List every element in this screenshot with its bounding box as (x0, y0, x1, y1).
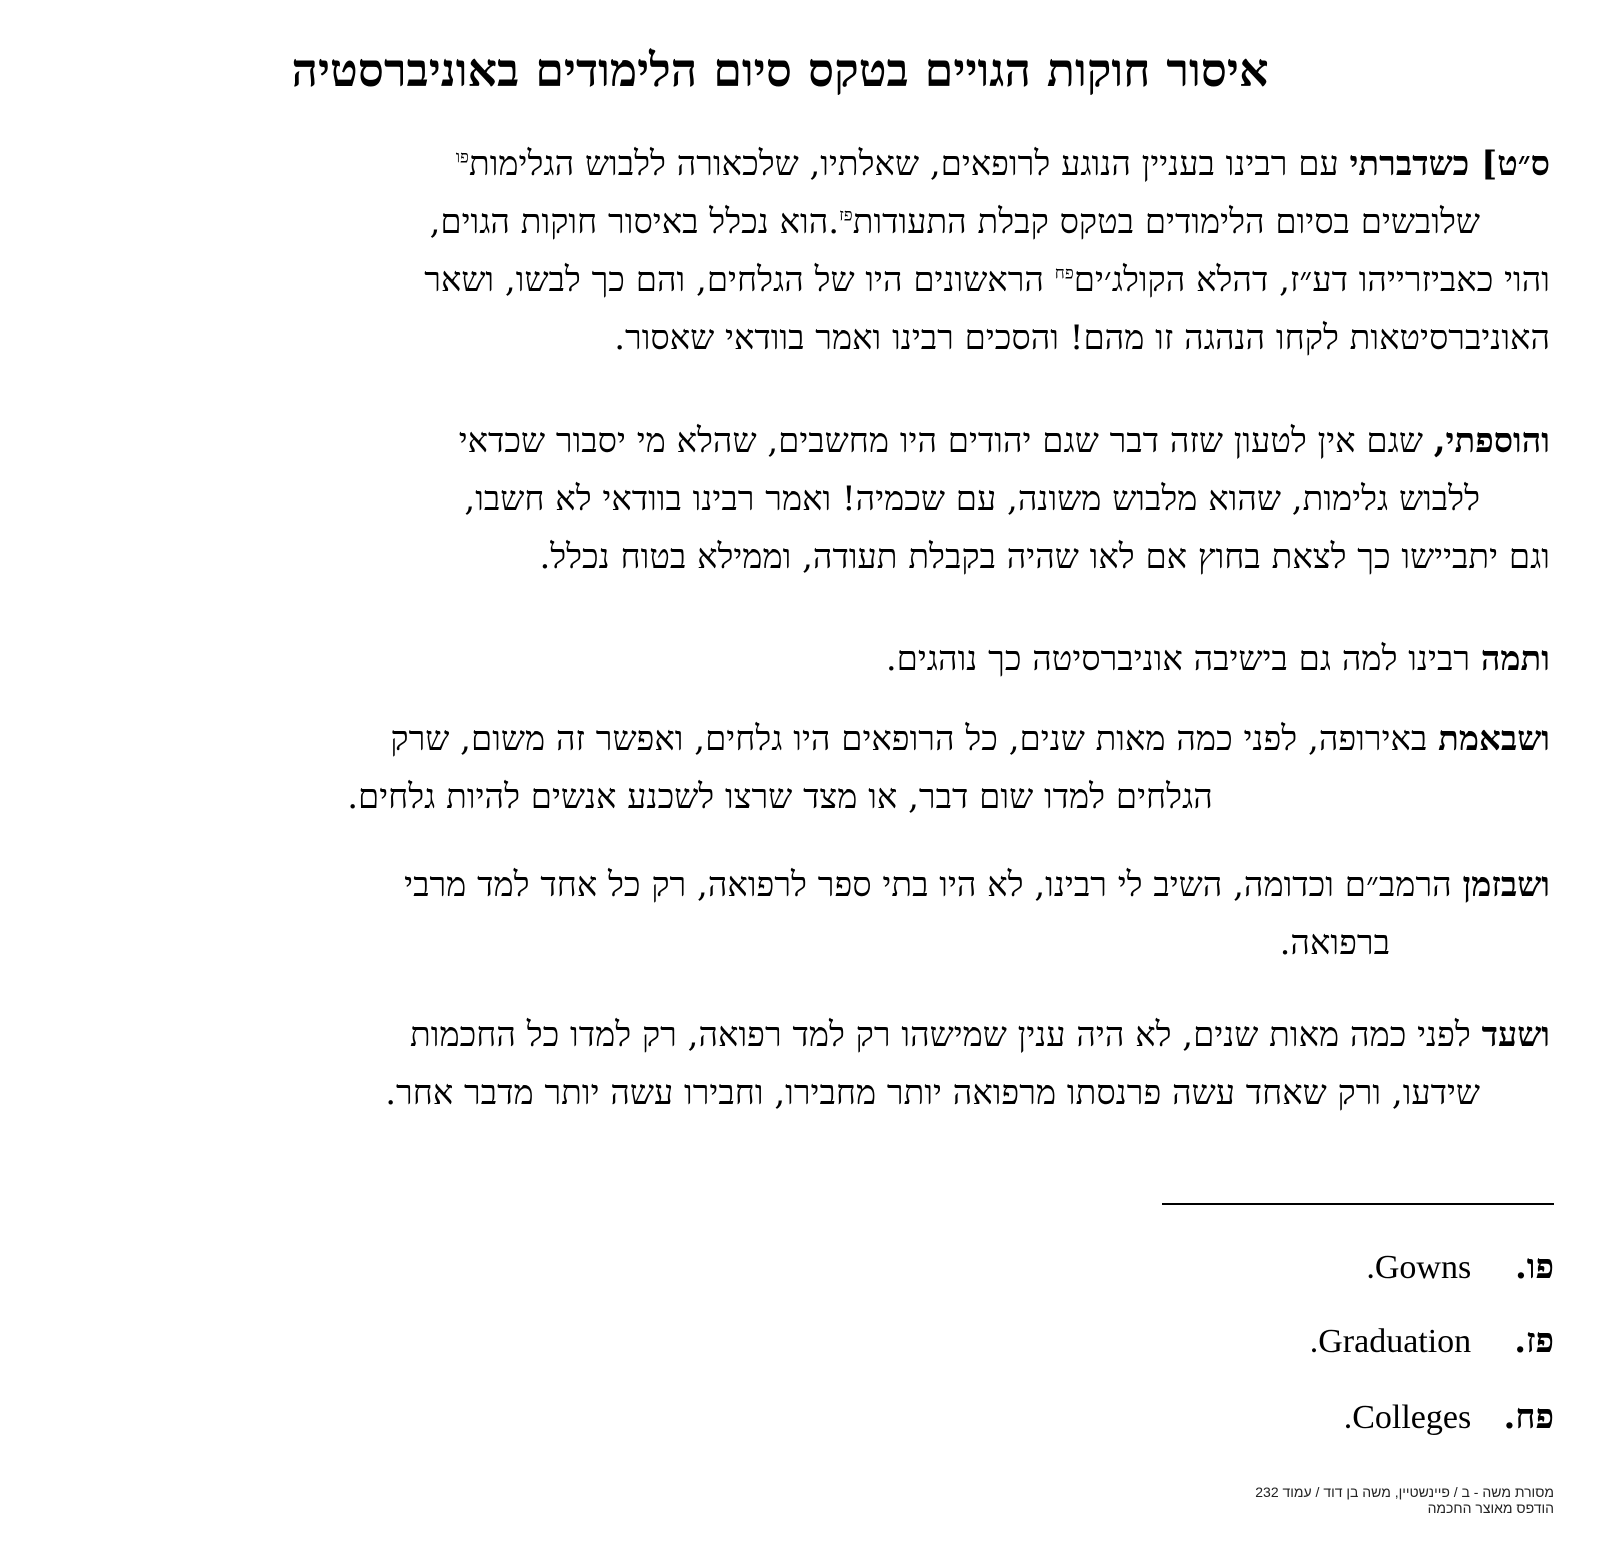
footnote-ref[interactable]: פז (839, 205, 853, 226)
paragraph-line (10, 412, 1550, 470)
footnote-text: .Graduation (1309, 1323, 1472, 1360)
footnote-number: פז. (1514, 1321, 1554, 1361)
footnote-number: פו. (1514, 1247, 1554, 1287)
paragraph-text: רבינו למה גם בישיבה אוניברסיטה כך נוהגים. (885, 639, 1481, 679)
footnote-text: .Colleges (1343, 1399, 1472, 1436)
source-line: מסורת משה - ב / פיינשטיין, משה בן דוד / עמוד 232 (1255, 1484, 1554, 1500)
paragraph-text: הרמב״ם וכדומה, השיב לי רבינו, לא היו בתי ספר לרפואה, רק כל אחד למד מרבי (404, 865, 1463, 905)
paragraph-text: והוי כאביזרייהו דע״ז, דהלא הקולג׳ים (1073, 260, 1550, 300)
paragraph-text: לפני כמה מאות שנים, לא היה ענין שמישהו רק למד רפואה, רק למדו כל החכמות (410, 1015, 1482, 1055)
paragraph-line: ללבוש גלימות, שהוא מלבוש משונה, עם שכמיה! ואמר רבינו בוודאי לא חשבו, (464, 479, 1480, 519)
paragraph-text: .הוא נכלל באיסור חוקות הגוים, (429, 202, 840, 242)
paragraph-1 (10, 135, 1550, 367)
paragraph-line: ברפואה. (1279, 923, 1390, 963)
paragraph-2 (10, 412, 1550, 586)
paragraph-lead: ושבאמת (1438, 719, 1550, 759)
paragraph-line: הגלחים למדו שום דבר, או מצד שרצו לשכנע אנשים להיות גלחים. (347, 777, 1213, 817)
paragraph-5 (10, 856, 1550, 972)
source-line: הודפס מאוצר החכמה (1427, 1500, 1554, 1516)
paragraph-text: הראשונים היו של הגלחים, והם כך לבשו, ושאר (424, 260, 1055, 300)
footnote-ref[interactable]: פו (455, 147, 469, 168)
footnote-text: .Gowns (1366, 1249, 1472, 1286)
paragraph-lead: ותמה (1480, 639, 1550, 679)
footnote-ref[interactable]: פח (1054, 263, 1074, 284)
paragraph-line (10, 251, 1550, 309)
paragraph-3 (10, 630, 1550, 688)
paragraph-line: שידעו, ורק שאחד עשה פרנסתו מרפואה יותר מחבירו, וחבירו עשה יותר מדבר אחר. (385, 1073, 1480, 1113)
paragraph-lead: ושעד (1481, 1015, 1550, 1055)
footnote-item (1366, 1242, 1554, 1292)
footnote-divider (1162, 1203, 1554, 1205)
paragraph-lead: ס״ט] כשדברתי (1349, 144, 1550, 184)
paragraph-lead: ושבזמן (1462, 865, 1550, 905)
paragraph-text: שגם אין לטעון שזה דבר שגם יהודים היו מחשבים, שהלא מי יסבור שכדאי (458, 421, 1434, 461)
paragraph-lead: והוספתי, (1433, 421, 1550, 461)
paragraph-text: עם רבינו בעניין הנוגע לרופאים, שאלתיו, שלכאורה ללבוש הגלימות (468, 144, 1350, 184)
page-title: איסור חוקות הגויים בטקס סיום הלימודים באוניברסטיה (291, 43, 1269, 97)
paragraph-text: באירופה, לפני כמה מאות שנים, כל הרופאים היו גלחים, ואפשר זה משום, שרק (390, 719, 1439, 759)
paragraph-line (10, 135, 1550, 193)
footnote-item (1344, 1392, 1554, 1442)
paragraph-line (10, 856, 1550, 914)
paragraph-line (10, 630, 1550, 688)
paragraph-4 (10, 710, 1550, 826)
footnote-item (1310, 1316, 1554, 1366)
paragraph-line (10, 1006, 1550, 1064)
paragraph-line: האוניברסיטאות לקחו הנהגה זו מהם! והסכים רבינו ואמר בוודאי שאסור. (614, 318, 1550, 358)
paragraph-6 (10, 1006, 1550, 1122)
paragraph-line (10, 710, 1550, 768)
paragraph-line (10, 193, 1550, 251)
source-attribution (1255, 1484, 1554, 1516)
paragraph-text: שלובשים בסיום הלימודים בטקס קבלת התעודות (852, 202, 1480, 242)
paragraph-line: וגם יתביישו כך לצאת בחוץ אם לאו שהיה בקבלת תעודה, וממילא בטוח נכלל. (539, 537, 1550, 577)
footnote-number: פח. (1503, 1397, 1554, 1437)
